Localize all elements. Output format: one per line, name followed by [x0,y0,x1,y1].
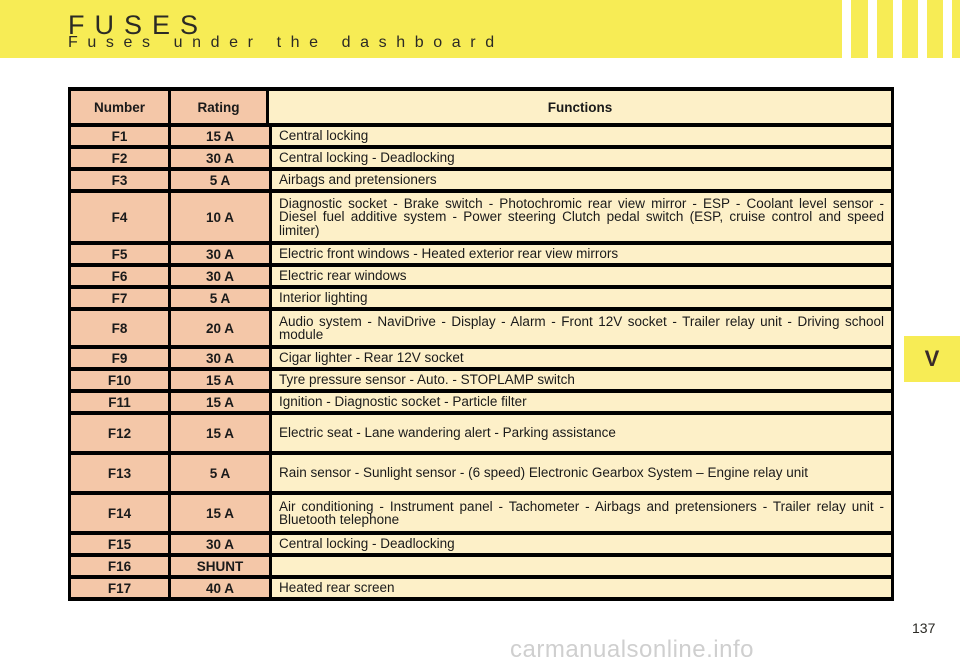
page-subtitle: Fuses under the dashboard [68,34,504,51]
fuse-functions: Electric front windows - Heated exterior rear view mirrors [269,245,891,263]
fuse-functions: Air conditioning - Instrument panel - Tachometer - Airbags and pretensioners - Trailer relay unit - Bluetooth telephone [269,495,891,531]
fuse-number: F13 [71,455,168,491]
chapter-tab-label: V [924,346,940,371]
column-header-functions: Functions [269,91,891,123]
table-row [71,495,891,531]
fuse-number: F15 [71,535,168,553]
fuse-functions: Heated rear screen [269,579,891,597]
fuse-number: F17 [71,579,168,597]
fuse-rating: 30 A [168,245,269,263]
fuse-rating: 30 A [168,267,269,285]
fuse-rating: SHUNT [168,557,269,575]
fuse-table [68,87,894,601]
table-row [71,557,891,575]
fuse-number: F2 [71,149,168,167]
fuse-functions: Central locking [269,127,891,145]
table-row [71,193,891,241]
table-row [71,393,891,411]
table-row [71,579,891,597]
fuse-rating: 15 A [168,371,269,389]
fuse-rating: 30 A [168,349,269,367]
fuse-rating: 30 A [168,535,269,553]
fuse-functions: Airbags and pretensioners [269,171,891,189]
table-row [71,127,891,145]
fuse-functions: Interior lighting [269,289,891,307]
fuse-rating: 5 A [168,289,269,307]
fuse-number: F3 [71,171,168,189]
fuse-number: F10 [71,371,168,389]
fuse-number: F1 [71,127,168,145]
fuse-functions: Cigar lighter - Rear 12V socket [269,349,891,367]
fuse-number: F7 [71,289,168,307]
page-number: 137 [912,620,936,636]
fuse-number: F14 [71,495,168,531]
table-row [71,267,891,285]
fuse-number: F6 [71,267,168,285]
table-row [71,371,891,389]
fuse-functions: Audio system - NaviDrive - Display - Alarm - Front 12V socket - Trailer relay unit - Driving school module [269,311,891,345]
fuse-rating: 40 A [168,579,269,597]
column-header-number: Number [71,91,168,123]
table-row [71,415,891,451]
fuse-number: F5 [71,245,168,263]
fuse-functions: Central locking - Deadlocking [269,535,891,553]
fuse-rating: 10 A [168,193,269,241]
table-row [71,171,891,189]
watermark: carmanualsonline.info [510,636,754,663]
fuse-functions: Electric rear windows [269,267,891,285]
fuse-functions: Electric seat - Lane wandering alert - Parking assistance [269,415,891,451]
fuse-rating: 20 A [168,311,269,345]
fuse-rating: 15 A [168,393,269,411]
fuse-rating: 5 A [168,171,269,189]
fuse-functions: Tyre pressure sensor - Auto. - STOPLAMP switch [269,371,891,389]
page-title: FUSES [68,10,209,40]
fuse-number: F4 [71,193,168,241]
fuse-rating: 15 A [168,495,269,531]
table-row [71,535,891,553]
chapter-tab[interactable] [904,336,960,382]
table-row [71,149,891,167]
fuse-functions: Rain sensor - Sunlight sensor - (6 speed) Electronic Gearbox System – Engine relay unit [269,455,891,491]
fuse-rating: 15 A [168,127,269,145]
fuse-number: F11 [71,393,168,411]
table-row [71,455,891,491]
fuse-functions: Central locking - Deadlocking [269,149,891,167]
table-header-row [71,91,891,123]
table-row [71,311,891,345]
fuse-number: F9 [71,349,168,367]
fuse-number: F12 [71,415,168,451]
fuse-table-body [71,127,891,597]
fuse-rating: 5 A [168,455,269,491]
table-row [71,289,891,307]
fuse-functions: Ignition - Diagnostic socket - Particle filter [269,393,891,411]
fuse-rating: 30 A [168,149,269,167]
fuse-rating: 15 A [168,415,269,451]
fuse-functions [269,557,891,575]
fuse-functions: Diagnostic socket - Brake switch - Photochromic rear view mirror - ESP - Coolant level sensor - Diesel fuel additive system - Power steering Clutch pedal switch (ESP, cruise control and speed limiter) [269,193,891,241]
fuse-number: F16 [71,557,168,575]
column-header-rating: Rating [168,91,269,123]
table-row [71,349,891,367]
fuse-number: F8 [71,311,168,345]
table-row [71,245,891,263]
